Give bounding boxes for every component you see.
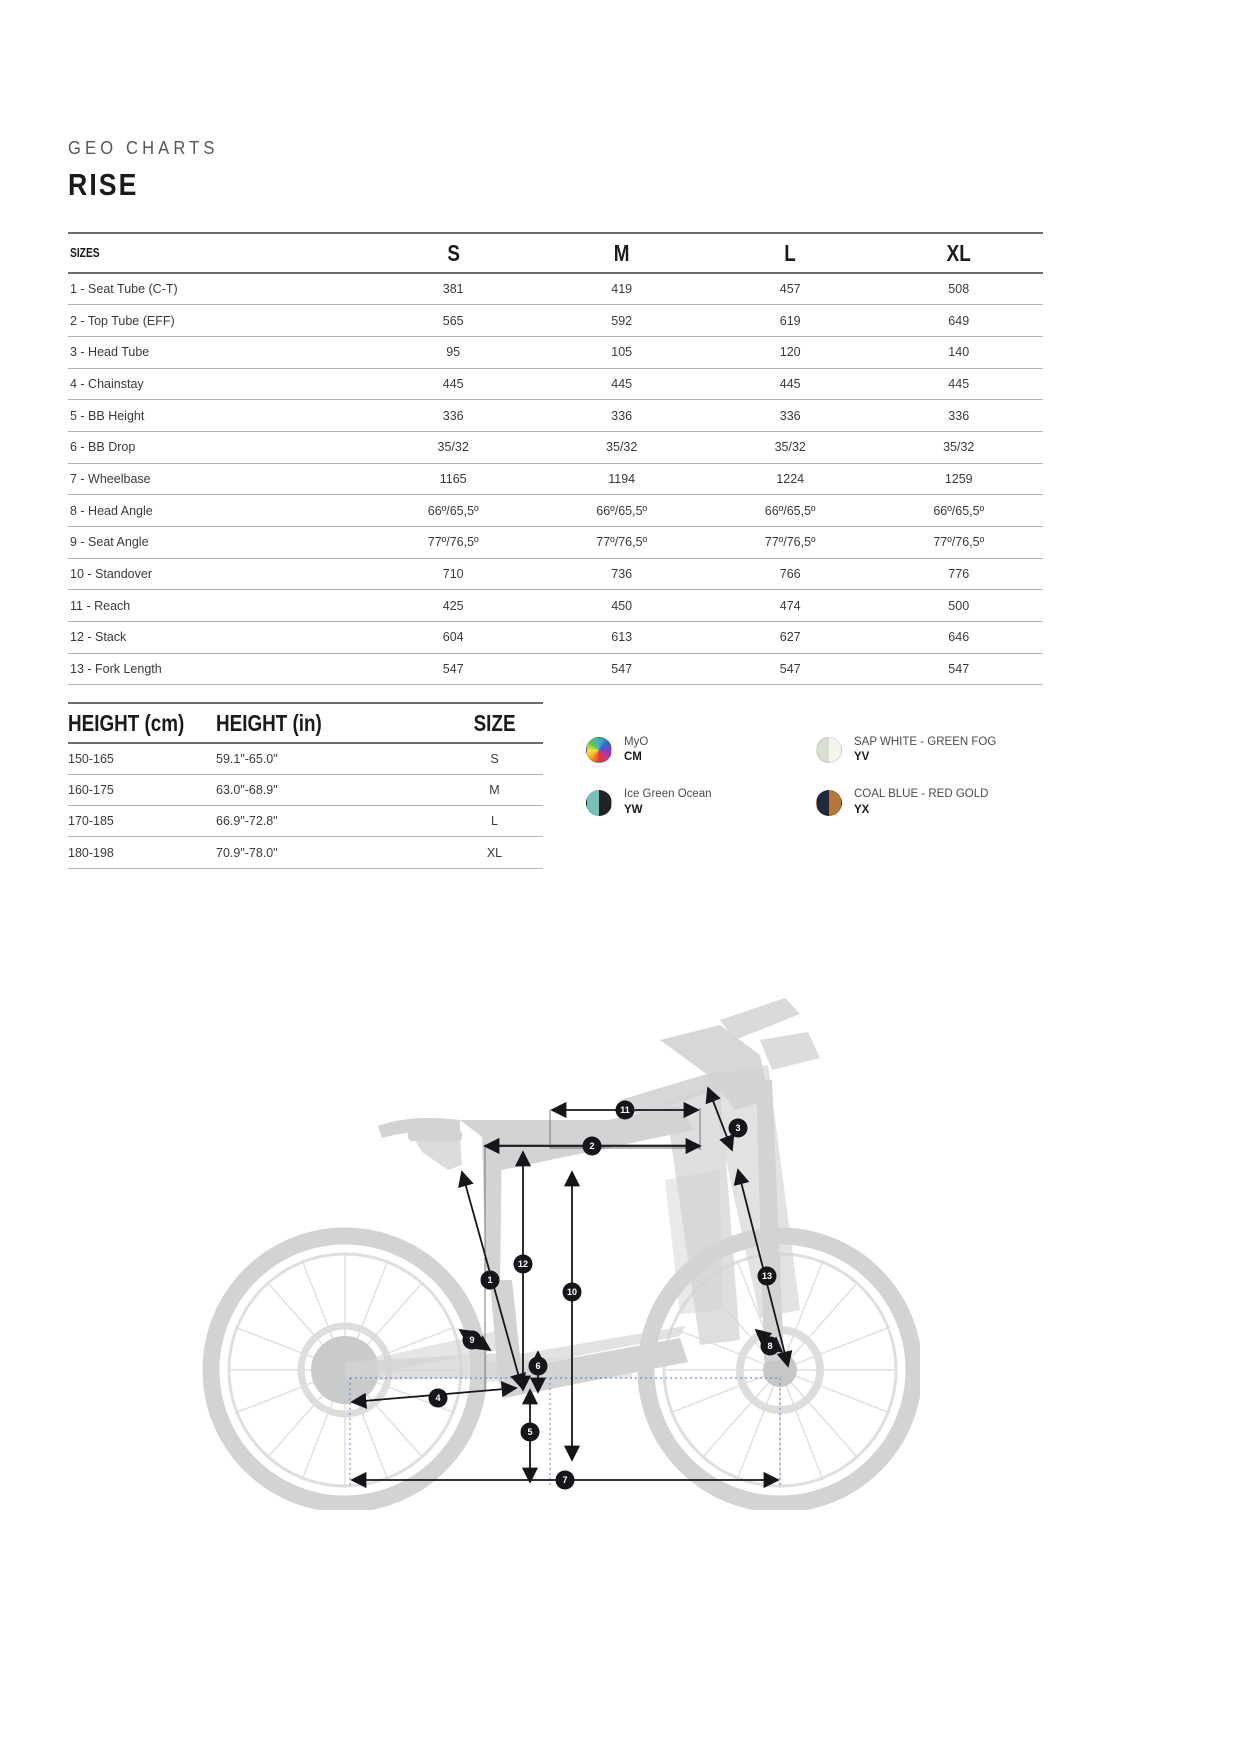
page-kicker: GEO CHARTS xyxy=(68,138,219,158)
callout-badge-5 xyxy=(521,1423,540,1442)
geometry-header-s xyxy=(369,233,538,273)
table-row xyxy=(68,743,543,774)
geometry-cell: 419 xyxy=(537,273,706,305)
table-row xyxy=(68,368,1043,400)
geometry-cell: 547 xyxy=(537,653,706,685)
height-cell-in: 63.0"-68.9" xyxy=(216,774,446,805)
colorway-text xyxy=(854,735,996,765)
geometry-row-label: 11 - Reach xyxy=(68,590,369,622)
geometry-row-label: 3 - Head Tube xyxy=(68,336,369,368)
callout-badge-8 xyxy=(761,1337,780,1356)
geometry-cell: 77º/76,5º xyxy=(537,527,706,559)
geometry-header-s-label: S xyxy=(446,239,460,266)
callout-badge-12 xyxy=(514,1255,533,1274)
callout-badge-13 xyxy=(758,1267,777,1286)
geometry-cell: 120 xyxy=(706,336,875,368)
table-row xyxy=(68,400,1043,432)
callout-number: 5 xyxy=(527,1427,533,1438)
height-size-table xyxy=(68,702,543,869)
geometry-cell: 336 xyxy=(369,400,538,432)
page-header xyxy=(68,138,232,203)
colorway-item xyxy=(816,787,1046,817)
geometry-row-label: 8 - Head Angle xyxy=(68,495,369,527)
colorway-code: CM xyxy=(624,751,642,764)
callout-badge-6 xyxy=(529,1357,548,1376)
colorway-text xyxy=(854,787,988,817)
geometry-cell: 77º/76,5º xyxy=(874,527,1043,559)
geometry-cell: 1165 xyxy=(369,463,538,495)
geometry-cell: 1259 xyxy=(874,463,1043,495)
table-row xyxy=(68,806,543,837)
geometry-cell: 776 xyxy=(874,558,1043,590)
geometry-cell: 336 xyxy=(874,400,1043,432)
height-cell-cm: 170-185 xyxy=(68,806,216,837)
height-cell-in: 59.1"-65.0" xyxy=(216,743,446,774)
page-title: RISE xyxy=(68,167,139,202)
geometry-cell: 445 xyxy=(369,368,538,400)
geometry-cell: 1194 xyxy=(537,463,706,495)
colorway-name: COAL BLUE - RED GOLD xyxy=(854,788,989,801)
geometry-header-sizes-label: SIZES xyxy=(70,246,100,260)
geometry-cell: 450 xyxy=(537,590,706,622)
geometry-cell: 66º/65,5º xyxy=(874,495,1043,527)
height-header-in xyxy=(216,703,446,743)
table-row xyxy=(68,653,1043,685)
bike-geometry-svg xyxy=(160,980,920,1510)
callout-number: 2 xyxy=(589,1141,595,1152)
table-row xyxy=(68,527,1043,559)
geometry-header-m xyxy=(537,233,706,273)
geometry-cell: 66º/65,5º xyxy=(369,495,538,527)
colorway-text xyxy=(624,787,712,817)
bike-silhouette xyxy=(211,998,914,1504)
geometry-header-xl xyxy=(874,233,1043,273)
geometry-header-sizes xyxy=(68,233,369,273)
geometry-cell: 766 xyxy=(706,558,875,590)
table-row xyxy=(68,837,543,868)
callout-number: 8 xyxy=(767,1341,773,1352)
geometry-diagram xyxy=(160,980,920,1510)
table-row xyxy=(68,622,1043,654)
geometry-table xyxy=(68,232,1043,685)
geometry-cell: 547 xyxy=(874,653,1043,685)
geometry-cell: 457 xyxy=(706,273,875,305)
callout-badge-3 xyxy=(729,1119,748,1138)
colorway-code: YW xyxy=(624,803,643,816)
geometry-row-label: 4 - Chainstay xyxy=(68,368,369,400)
height-header-row xyxy=(68,703,543,743)
geometry-cell: 140 xyxy=(874,336,1043,368)
height-header-cm xyxy=(68,703,216,743)
callout-number: 10 xyxy=(566,1287,578,1298)
height-cell-cm: 180-198 xyxy=(68,837,216,868)
geometry-row-label: 2 - Top Tube (EFF) xyxy=(68,305,369,337)
geometry-row-label: 13 - Fork Length xyxy=(68,653,369,685)
geometry-cell: 445 xyxy=(537,368,706,400)
colorway-name: SAP WHITE - GREEN FOG xyxy=(854,736,997,748)
geometry-cell: 66º/65,5º xyxy=(537,495,706,527)
callout-badge-11 xyxy=(616,1101,635,1120)
geometry-cell: 35/32 xyxy=(537,431,706,463)
table-row xyxy=(68,305,1043,337)
height-table-head xyxy=(68,703,543,743)
geometry-cell: 95 xyxy=(369,336,538,368)
geometry-cell: 547 xyxy=(706,653,875,685)
colorway-legend xyxy=(586,735,1046,840)
geometry-row-label: 5 - BB Height xyxy=(68,400,369,432)
height-header-in-label: HEIGHT (in) xyxy=(216,709,322,736)
geometry-cell: 474 xyxy=(706,590,875,622)
geometry-cell: 445 xyxy=(706,368,875,400)
height-header-cm-label: HEIGHT (cm) xyxy=(68,709,185,736)
geometry-cell: 77º/76,5º xyxy=(369,527,538,559)
callout-number: 4 xyxy=(435,1393,441,1404)
callout-badge-7 xyxy=(556,1471,575,1490)
height-cell-size: XL xyxy=(446,837,543,868)
colorway-code: YX xyxy=(854,803,870,816)
colorway-text xyxy=(624,735,648,765)
colorway-name: MyO xyxy=(624,736,649,748)
geometry-cell: 35/32 xyxy=(706,431,875,463)
table-row xyxy=(68,336,1043,368)
myo-swatch-icon xyxy=(586,737,612,763)
height-header-size xyxy=(446,703,543,743)
geometry-cell: 66º/65,5º xyxy=(706,495,875,527)
geometry-cell: 381 xyxy=(369,273,538,305)
callout-number: 12 xyxy=(517,1259,529,1270)
geometry-row-label: 7 - Wheelbase xyxy=(68,463,369,495)
height-table-body xyxy=(68,743,543,868)
geometry-cell: 508 xyxy=(874,273,1043,305)
geometry-cell: 500 xyxy=(874,590,1043,622)
table-row xyxy=(68,774,543,805)
geometry-cell: 565 xyxy=(369,305,538,337)
height-cell-cm: 150-165 xyxy=(68,743,216,774)
geometry-header-l xyxy=(706,233,875,273)
sap-white-green-fog-swatch-icon xyxy=(816,737,842,763)
geometry-row-label: 6 - BB Drop xyxy=(68,431,369,463)
height-cell-cm: 160-175 xyxy=(68,774,216,805)
geometry-cell: 336 xyxy=(706,400,875,432)
callout-number: 6 xyxy=(535,1361,541,1372)
height-cell-in: 70.9"-78.0" xyxy=(216,837,446,868)
callout-number: 3 xyxy=(735,1123,741,1134)
colorway-item xyxy=(586,735,816,765)
reference-guides xyxy=(350,1378,780,1485)
geometry-cell: 649 xyxy=(874,305,1043,337)
geometry-cell: 35/32 xyxy=(369,431,538,463)
table-row xyxy=(68,431,1043,463)
geometry-cell: 1224 xyxy=(706,463,875,495)
colorway-code: YV xyxy=(854,751,870,764)
callout-badge-2 xyxy=(583,1137,602,1156)
height-cell-size: M xyxy=(446,774,543,805)
geometry-header-row xyxy=(68,233,1043,273)
geometry-cell: 619 xyxy=(706,305,875,337)
geometry-cell: 710 xyxy=(369,558,538,590)
geometry-cell: 547 xyxy=(369,653,538,685)
colorway-item xyxy=(816,735,1046,765)
geometry-row-label: 1 - Seat Tube (C-T) xyxy=(68,273,369,305)
geometry-row-label: 10 - Standover xyxy=(68,558,369,590)
callout-badge-9 xyxy=(463,1331,482,1350)
geometry-cell: 336 xyxy=(537,400,706,432)
colorway-name: Ice Green Ocean xyxy=(624,788,712,801)
geometry-cell: 604 xyxy=(369,622,538,654)
height-cell-in: 66.9"-72.8" xyxy=(216,806,446,837)
geometry-cell: 425 xyxy=(369,590,538,622)
table-row xyxy=(68,463,1043,495)
callout-number: 11 xyxy=(620,1105,630,1116)
table-row xyxy=(68,558,1043,590)
geometry-cell: 77º/76,5º xyxy=(706,527,875,559)
geometry-cell: 613 xyxy=(537,622,706,654)
ice-green-ocean-swatch-icon xyxy=(586,790,612,816)
coal-blue-red-gold-swatch-icon xyxy=(816,790,842,816)
geometry-row-label: 12 - Stack xyxy=(68,622,369,654)
table-row xyxy=(68,273,1043,305)
callout-number: 13 xyxy=(761,1271,773,1282)
geometry-row-label: 9 - Seat Angle xyxy=(68,527,369,559)
callout-badge-4 xyxy=(429,1389,448,1408)
callout-badge-1 xyxy=(481,1271,500,1290)
geometry-cell: 736 xyxy=(537,558,706,590)
geometry-cell: 592 xyxy=(537,305,706,337)
geometry-header-xl-label: XL xyxy=(946,239,971,266)
callout-number: 7 xyxy=(562,1475,568,1486)
geometry-table-head xyxy=(68,233,1043,273)
geometry-cell: 445 xyxy=(874,368,1043,400)
table-row xyxy=(68,495,1043,527)
geometry-header-l-label: L xyxy=(784,239,796,266)
callout-badge-10 xyxy=(563,1283,582,1302)
colorway-item xyxy=(586,787,816,817)
table-row xyxy=(68,590,1043,622)
height-header-size-label: SIZE xyxy=(473,709,516,736)
geometry-cell: 646 xyxy=(874,622,1043,654)
geometry-cell: 35/32 xyxy=(874,431,1043,463)
geometry-table-body xyxy=(68,273,1043,685)
callout-number: 9 xyxy=(469,1335,475,1346)
callout-number: 1 xyxy=(487,1275,493,1286)
height-cell-size: L xyxy=(446,806,543,837)
height-cell-size: S xyxy=(446,743,543,774)
geometry-cell: 105 xyxy=(537,336,706,368)
geometry-header-m-label: M xyxy=(613,239,630,266)
geometry-cell: 627 xyxy=(706,622,875,654)
